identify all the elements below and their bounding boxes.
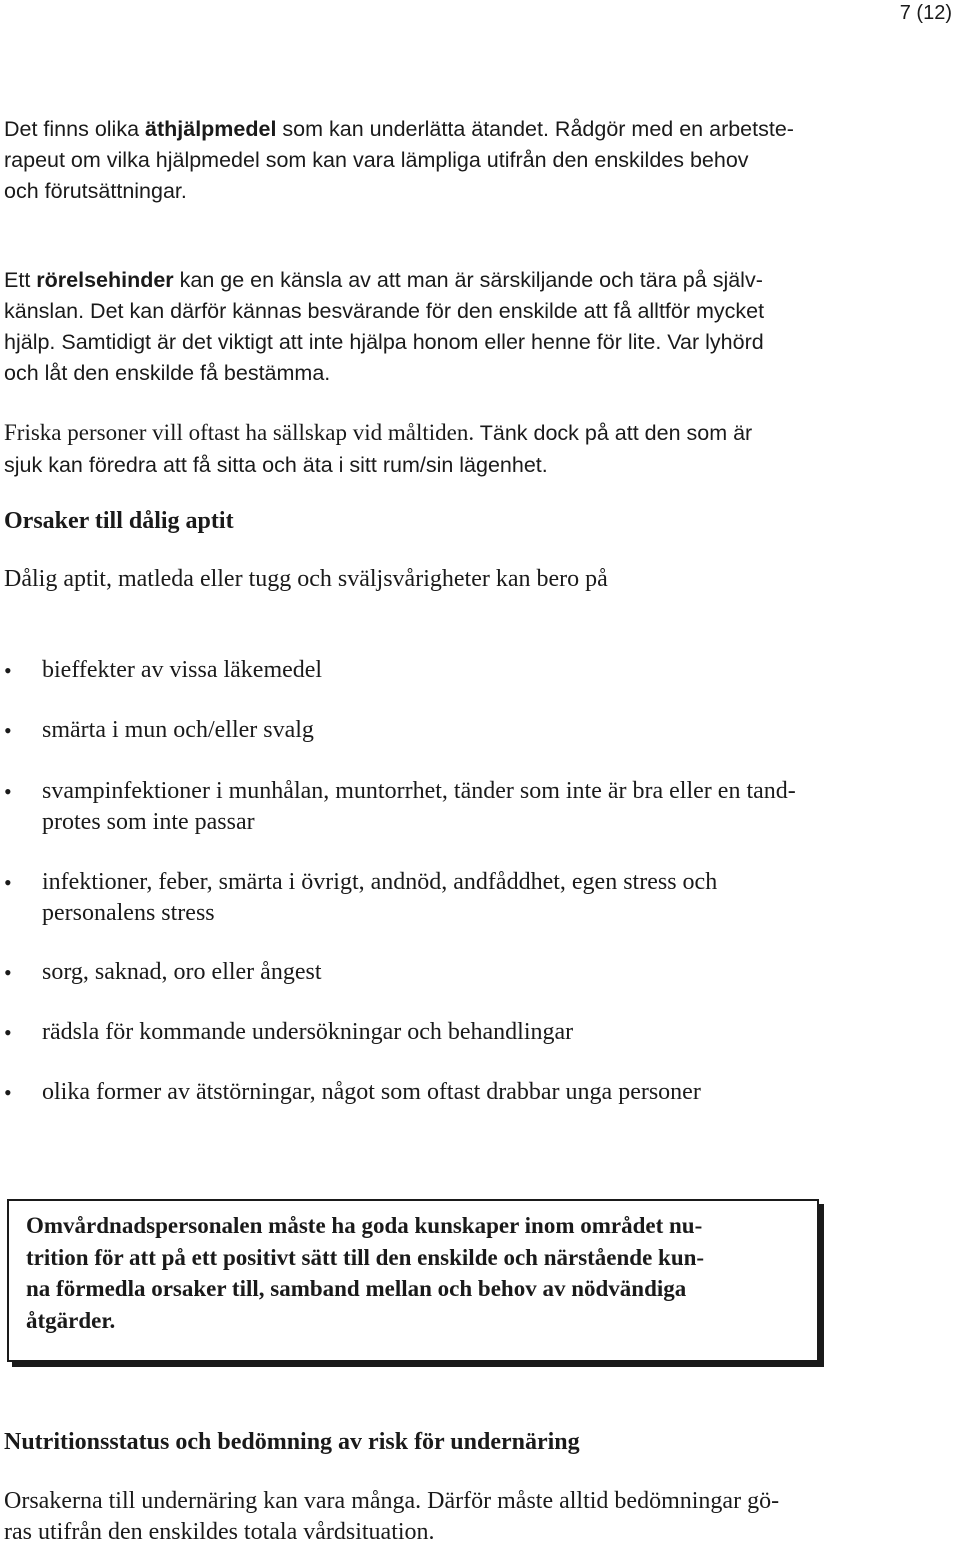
list-item-text: infektioner, feber, smärta i övrigt, andnöd, andfåddhet, egen stress och personalens stress	[42, 869, 718, 926]
bullet-icon: •	[4, 960, 12, 985]
callout-box	[7, 1199, 819, 1362]
paragraph-aids-text-2: som kan underlätta ätandet. Rådgör med en arbetste- rapeut om vilka hjälpmedel som kan vara lämpliga utifrån den enskildes behov och förutsättningar.	[4, 117, 794, 203]
list-item-text: bieffekter av vissa läkemedel	[42, 657, 323, 683]
bullet-icon: •	[4, 870, 12, 895]
paragraph-aids	[4, 114, 794, 207]
bullet-icon: •	[4, 779, 12, 804]
paragraph-company-text-1: Friska personer vill oftast ha sällskap vid måltiden.	[4, 420, 475, 445]
paragraph-company-text-2: Tänk dock på att den som är sjuk kan föredra att få sitta och äta i sitt rum/sin lägenhet.	[4, 421, 753, 477]
bullet-icon: •	[4, 658, 12, 683]
list-item-text: sorg, saknad, oro eller ångest	[42, 959, 322, 985]
list-item-text: olika former av ätstörningar, något som oftast drabbar unga personer	[42, 1079, 701, 1105]
callout-text: Omvårdnadspersonalen måste ha goda kunskaper inom området nu- trition för att på ett positivt sätt till den enskilde och närstående kun- na förmedla orsaker till, samband mellan och behov av nödvändiga åtgärder.	[26, 1213, 705, 1333]
bullet-icon: •	[4, 718, 12, 743]
page-number: 7 (12)	[899, 2, 952, 24]
bullet-icon: •	[4, 1020, 12, 1045]
list-item-text: smärta i mun och/eller svalg	[42, 717, 314, 743]
paragraph-aids-bold-term: äthjälpmedel	[145, 117, 277, 141]
list-item-text: svampinfektioner i munhålan, muntorrhet, tänder som inte är bra eller en tand- protes som inte passar	[42, 778, 796, 835]
poor-appetite-intro: Dålig aptit, matleda eller tugg och sväljsvårigheter kan bero på	[4, 566, 608, 592]
heading-nutrition-status: Nutritionsstatus och bedömning av risk för undernäring	[4, 1429, 580, 1455]
bullet-icon: •	[4, 1080, 12, 1105]
list-item-text: rädsla för kommande undersökningar och behandlingar	[42, 1019, 574, 1045]
paragraph-company	[4, 417, 752, 481]
paragraph-mobility-text-1: Ett	[4, 268, 37, 292]
paragraph-aids-text-1: Det finns olika	[4, 117, 146, 141]
paragraph-mobility	[4, 265, 764, 389]
paragraph-mobility-bold-term: rörelsehinder	[36, 268, 174, 292]
heading-poor-appetite: Orsaker till dålig aptit	[4, 508, 234, 534]
paragraph-mobility-text-2: kan ge en känsla av att man är särskiljande och tära på själv- känslan. Det kan därför kännas besvärande för den enskilde att få alltför mycket hjälp. Samtidigt är det viktigt att inte hjälpa honom eller henne för lite. Var lyhörd och låt den enskilde få bestämma.	[4, 268, 765, 385]
nutrition-status-body: Orsakerna till undernäring kan vara många. Därför måste alltid bedömningar gö- ras utifrån den enskildes totala vårdsituation.	[4, 1488, 780, 1545]
